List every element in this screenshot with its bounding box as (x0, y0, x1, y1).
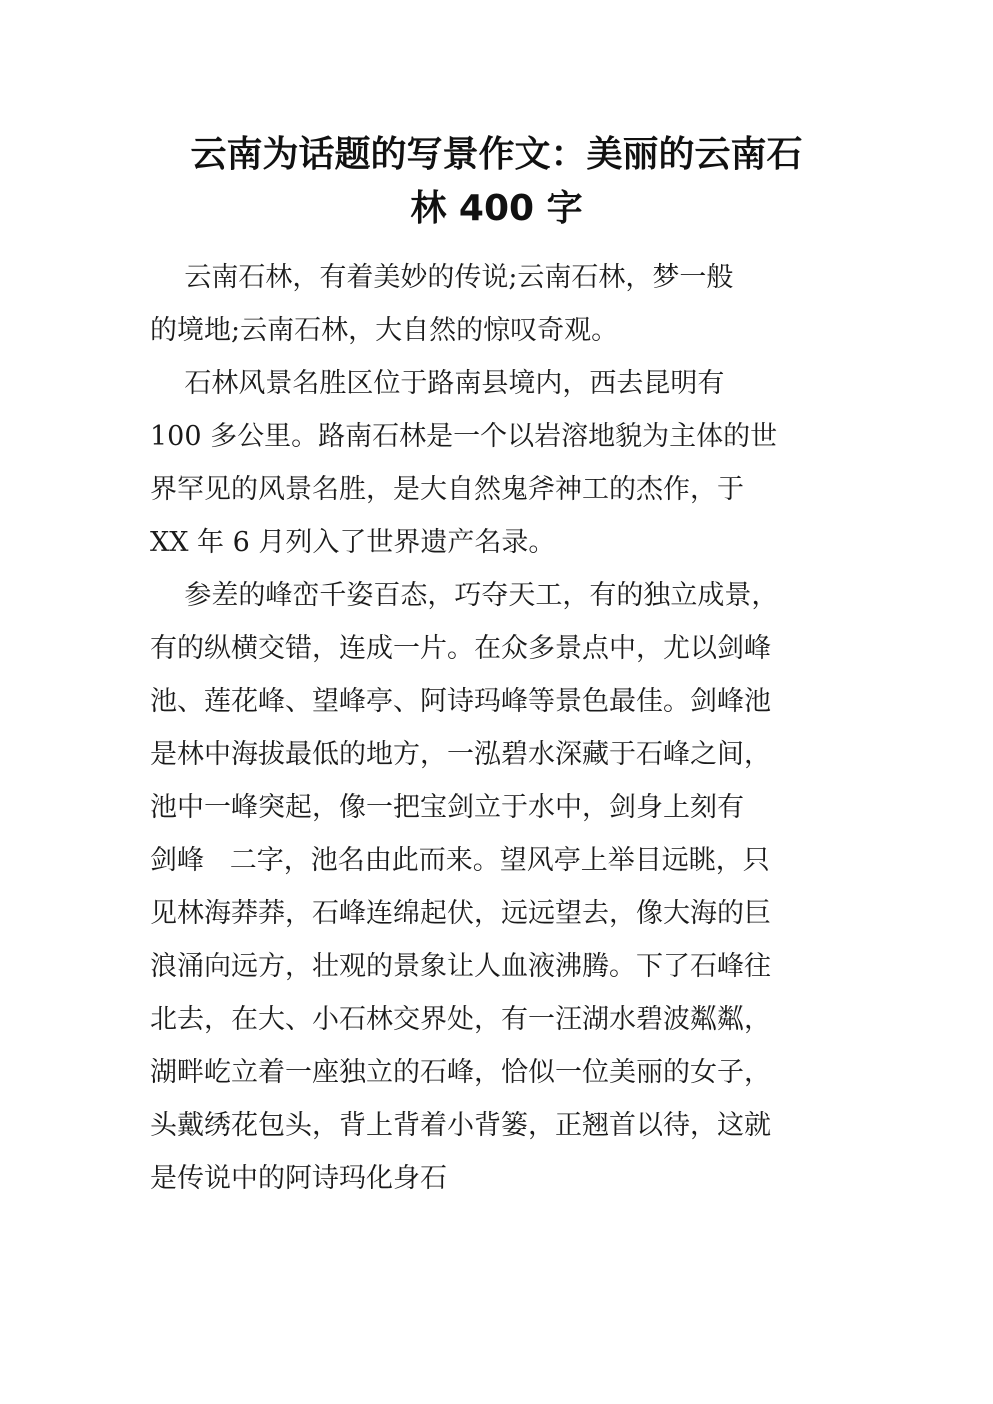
body-line: 有的纵横交错，连成一片。在众多景点中，尤以剑峰 (150, 633, 771, 664)
title-line-2: 林 400 字 (410, 188, 583, 229)
body-line: 头戴绣花包头，背上背着小背篓，正翘首以待，这就 (150, 1110, 771, 1141)
body-line: 100 多公里。路南石林是一个以岩溶地貌为主体的世 (150, 421, 778, 452)
body-line: 石林风景名胜区位于路南县境内，西去昆明有 (150, 368, 725, 399)
body-line: 云南石林，有着美妙的传说;云南石林，梦一般 (150, 262, 734, 293)
body-line: XX 年 6 月列入了世界遗产名录。 (150, 527, 556, 558)
body-line: 浪涌向远方，壮观的景象让人血液沸腾。下了石峰往 (150, 951, 771, 982)
body-line: 北去，在大、小石林交界处，有一汪湖水碧波粼粼， (150, 1004, 771, 1035)
body-line: 湖畔屹立着一座独立的石峰，恰似一位美丽的女子， (150, 1057, 771, 1088)
body-line: 的境地;云南石林，大自然的惊叹奇观。 (150, 315, 619, 346)
body-line: 池、莲花峰、望峰亭、阿诗玛峰等景色最佳。剑峰池 (150, 686, 771, 717)
body-line: 界罕见的风景名胜，是大自然鬼斧神工的杰作，于 (150, 474, 744, 505)
body-line: 是传说中的阿诗玛化身石 (150, 1163, 447, 1194)
body-line: 剑峰 二字，池名由此而来。望风亭上举目远眺，只 (150, 845, 770, 876)
body-line: 见林海莽莽，石峰连绵起伏，远远望去，像大海的巨 (150, 898, 771, 929)
document-title (120, 128, 873, 236)
title-line-1: 云南为话题的写景作文：美丽的云南石 (190, 134, 803, 175)
body-line: 是林中海拔最低的地方，一泓碧水深藏于石峰之间， (150, 739, 771, 770)
body-line: 参差的峰峦千姿百态，巧夺天工，有的独立成景， (150, 580, 779, 611)
body-line: 池中一峰突起，像一把宝剑立于水中，剑身上刻有 (150, 792, 744, 823)
